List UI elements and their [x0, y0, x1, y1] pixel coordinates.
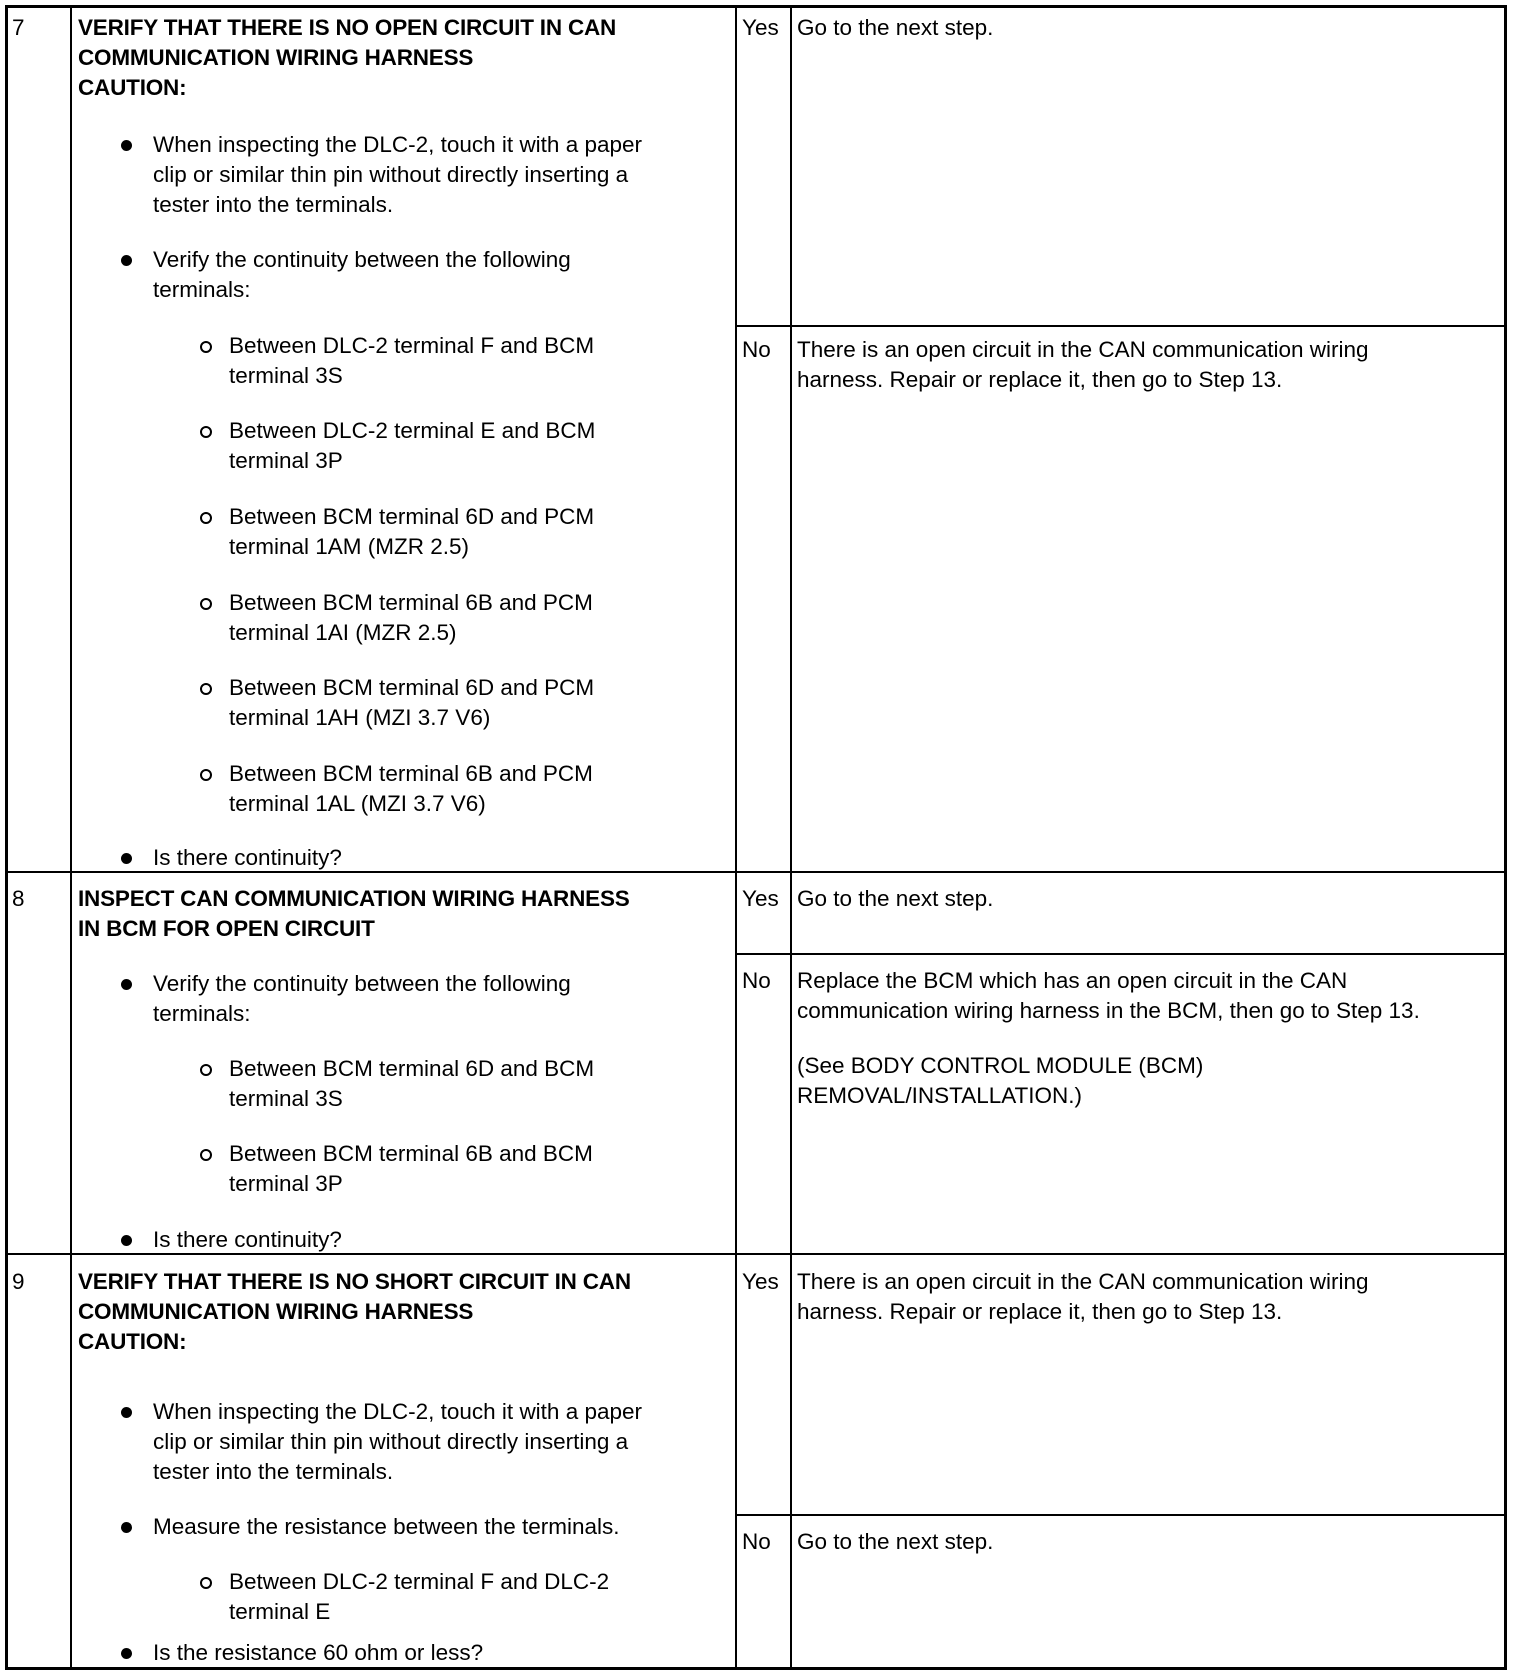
bullet-icon [121, 853, 132, 864]
sub-bullet-icon [200, 598, 212, 610]
bullet-icon [121, 979, 132, 990]
result-yes-action: Go to the next step. [797, 15, 994, 40]
bullet-item: Verify the continuity between the following terminals: [153, 969, 571, 1029]
result-yes-label: Yes [742, 15, 779, 40]
bullet-icon [121, 1648, 132, 1659]
sub-bullet-item: Between BCM terminal 6B and PCM terminal 1AL (MZI 3.7 V6) [229, 759, 593, 819]
result-yes-label: Yes [742, 886, 779, 911]
result-no-action: There is an open circuit in the CAN communication wiring harness. Repair or replace it, then go to Step 13. [797, 337, 1369, 392]
step-title: VERIFY THAT THERE IS NO SHORT CIRCUIT IN CAN COMMUNICATION WIRING HARNESS CAUTION: [78, 1269, 631, 1354]
result-no-reference: (See BODY CONTROL MODULE (BCM) REMOVAL/INSTALLATION.) [797, 1053, 1204, 1108]
column-divider-result [735, 5, 737, 1668]
bullet-icon [121, 255, 132, 266]
bullet-icon [121, 1235, 132, 1246]
row-8-yes-no-divider [735, 953, 1504, 955]
step-number: 7 [12, 15, 25, 40]
sub-bullet-item: Between BCM terminal 6D and PCM terminal 1AH (MZI 3.7 V6) [229, 673, 594, 733]
sub-bullet-item: Between BCM terminal 6B and PCM terminal 1AI (MZR 2.5) [229, 588, 593, 648]
sub-bullet-icon [200, 1064, 212, 1076]
sub-bullet-icon [200, 1149, 212, 1161]
bullet-icon [121, 1522, 132, 1533]
step-number: 8 [12, 886, 25, 911]
bullet-item: Measure the resistance between the terminals. [153, 1512, 620, 1542]
bullet-item: Verify the continuity between the following terminals: [153, 245, 571, 305]
bullet-icon [121, 140, 132, 151]
sub-bullet-icon [200, 426, 212, 438]
sub-bullet-icon [200, 341, 212, 353]
step-number: 9 [12, 1269, 25, 1294]
bullet-question: Is the resistance 60 ohm or less? [153, 1638, 483, 1668]
bullet-item: When inspecting the DLC-2, touch it with a paper clip or similar thin pin without directly inserting a tester into the terminals. [153, 1397, 642, 1487]
bullet-item: When inspecting the DLC-2, touch it with a paper clip or similar thin pin without directly inserting a tester into the terminals. [153, 130, 642, 220]
result-yes-label: Yes [742, 1269, 779, 1294]
result-yes-action: There is an open circuit in the CAN communication wiring harness. Repair or replace it, then go to Step 13. [797, 1269, 1369, 1324]
row-9-yes-no-divider [735, 1514, 1504, 1516]
column-divider-action [790, 5, 792, 1668]
sub-bullet-icon [200, 1577, 212, 1589]
column-divider-step [70, 5, 72, 1668]
result-no-label: No [742, 337, 771, 362]
result-yes-action: Go to the next step. [797, 886, 994, 911]
sub-bullet-icon [200, 683, 212, 695]
sub-bullet-icon [200, 512, 212, 524]
result-no-label: No [742, 1529, 771, 1554]
sub-bullet-item: Between BCM terminal 6D and BCM terminal 3S [229, 1054, 594, 1114]
result-no-action: Replace the BCM which has an open circuit in the CAN communication wiring harness in the BCM, then go to Step 13. [797, 968, 1420, 1023]
result-no-label: No [742, 968, 771, 993]
bullet-question: Is there continuity? [153, 1225, 342, 1255]
sub-bullet-item: Between DLC-2 terminal E and BCM terminal 3P [229, 416, 595, 476]
step-title: VERIFY THAT THERE IS NO OPEN CIRCUIT IN CAN COMMUNICATION WIRING HARNESS CAUTION: [78, 15, 617, 100]
sub-bullet-item: Between BCM terminal 6D and PCM terminal 1AM (MZR 2.5) [229, 502, 594, 562]
bullet-question: Is there continuity? [153, 843, 342, 873]
bullet-icon [121, 1407, 132, 1418]
sub-bullet-item: Between DLC-2 terminal F and BCM terminal 3S [229, 331, 594, 391]
sub-bullet-icon [200, 769, 212, 781]
sub-bullet-item: Between DLC-2 terminal F and DLC-2 terminal E [229, 1567, 609, 1627]
result-no-action: Go to the next step. [797, 1529, 994, 1554]
step-title: INSPECT CAN COMMUNICATION WIRING HARNESS IN BCM FOR OPEN CIRCUIT [78, 886, 630, 941]
row-7-yes-no-divider [735, 325, 1504, 327]
sub-bullet-item: Between BCM terminal 6B and BCM terminal 3P [229, 1139, 593, 1199]
